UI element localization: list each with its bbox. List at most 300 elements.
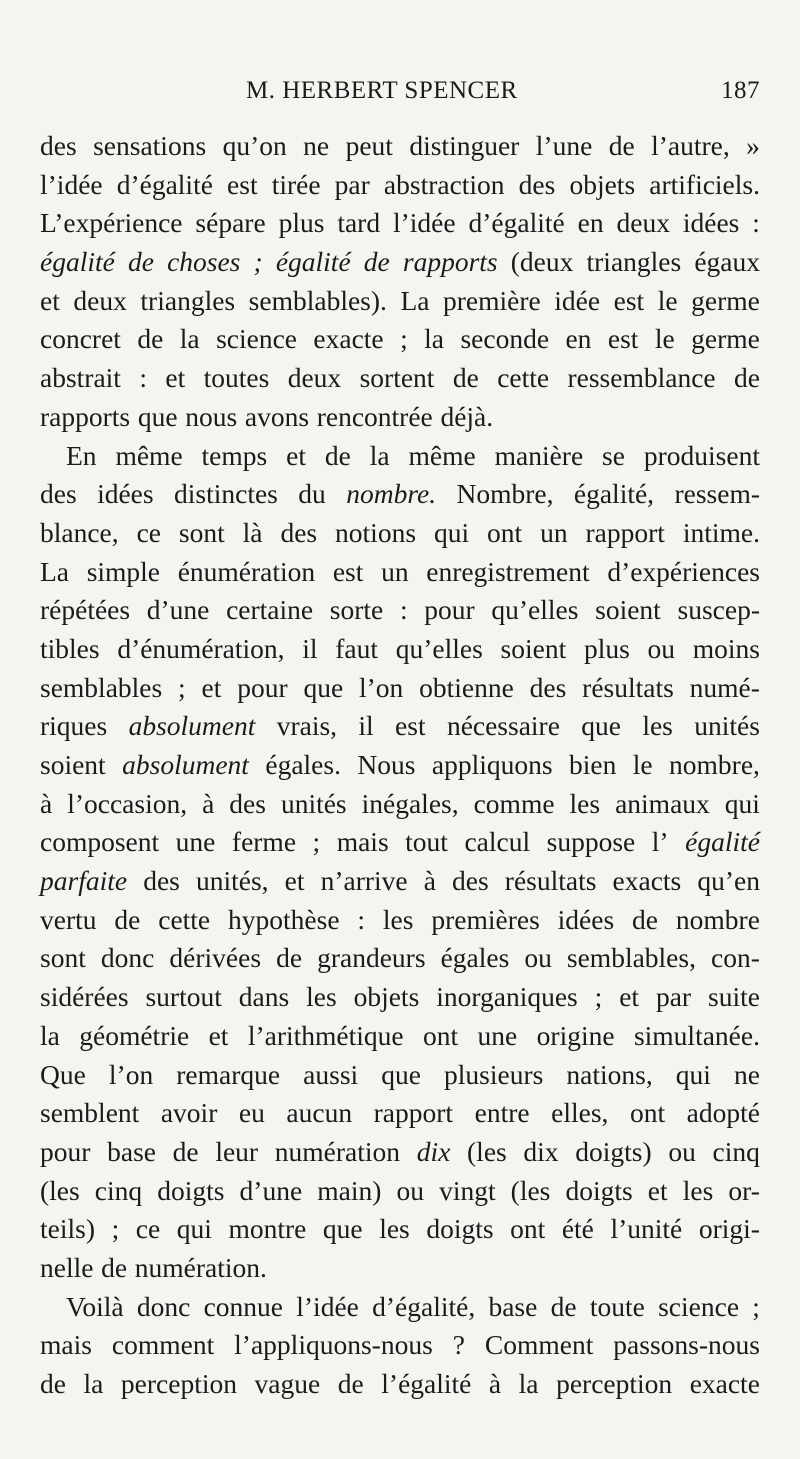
body-text [40,127,760,1404]
word: or- [728,1174,760,1206]
word: des [229,787,266,819]
word: répétées [40,594,131,626]
word: ne [303,130,330,161]
word: ont [510,1213,546,1245]
word: ferme [231,826,297,858]
word: toutes [203,362,270,394]
word: teils) [40,1213,95,1245]
text-line [40,166,760,205]
word: qui [433,516,470,548]
word: idées [97,478,154,510]
word: ce [135,1213,161,1245]
text-line [40,1210,760,1249]
word: pour [40,1135,91,1167]
word: l’arithmétique [247,1019,404,1051]
word: nelle [40,1251,94,1283]
word: inorganiques [436,981,578,1013]
word: unités [280,787,347,819]
word: intime. [682,516,760,548]
word: que [303,671,344,703]
word: de [608,130,635,161]
text-line [40,398,760,437]
word: bien [568,749,617,780]
word: simple [86,555,161,587]
word: vingt [439,1174,496,1206]
word: peut [345,130,393,161]
word: d’égalité [468,207,565,239]
text-line [40,553,760,592]
italic-word: dix [416,1135,451,1167]
word: unités, [195,865,269,897]
word: qu’on [222,130,287,161]
word: mais [40,1329,92,1361]
word: tibles [40,632,100,664]
word: un [381,555,409,587]
word: abstraction [383,168,505,200]
word: simultanée. [633,1019,760,1051]
word: et [619,981,640,1013]
text-line [40,591,760,630]
italic-word: de [127,246,154,278]
text-line [40,1094,760,1133]
word: que [581,710,621,742]
word: leur [215,1135,259,1167]
word: La [400,284,430,316]
word: l’ [651,826,669,858]
word: rapport [585,516,665,548]
word: égaux [694,246,760,278]
word: : [399,594,408,626]
word: idée [554,284,601,316]
word: con- [711,942,760,974]
word: idées [557,903,615,935]
word: ont [629,1097,666,1129]
italic-word: nombre. [346,478,437,510]
word: dérivées [169,942,262,974]
word: suscep- [677,594,760,626]
text-line [40,978,760,1017]
word: qu’en [697,865,760,897]
word: qui [675,1058,711,1090]
word: Nous [357,749,416,780]
word: les [642,710,673,742]
word: exacts [612,865,682,897]
word: en [577,207,604,239]
word: animaux [615,787,710,819]
word: passons-nous [613,1329,760,1361]
text-line [40,437,760,476]
text-line [40,1288,760,1327]
word: Comment [484,1329,594,1361]
word: le [654,323,675,355]
word: rencontrée [316,400,433,432]
word: unités [694,710,760,742]
word: (les [510,1174,551,1206]
word: base [107,1135,156,1167]
word: origine [536,1019,615,1051]
word: des [529,671,567,703]
word: : [139,362,147,394]
word: calcul [464,826,531,858]
word: des [143,865,180,897]
word: d’égalité, [372,1290,476,1322]
text-line [40,204,760,243]
page-number: 187 [721,77,760,104]
text-line [40,1365,760,1404]
text-line [40,669,760,708]
word: cette [497,362,550,394]
word: il [302,632,318,664]
word: de [114,903,141,935]
word: doigts [157,1174,225,1206]
word: rapports [40,400,131,432]
word: artificiels. [649,168,760,200]
word: énumération [177,555,316,587]
word: le [657,284,678,316]
word: les [306,981,337,1013]
word: main) [317,1174,382,1206]
word: l’on [108,1058,154,1090]
word: semblables). [248,284,387,316]
word: est [607,323,639,355]
word: ; [111,1213,120,1245]
italic-word: égalité [275,246,351,278]
word: l’unité [610,1213,683,1245]
word: riques [40,710,108,742]
word: de [101,1251,128,1283]
word: base [488,1290,538,1322]
italic-word: égalité [685,826,760,858]
word: science [216,323,297,355]
word: sortent [359,362,435,394]
word: nombre [675,903,760,935]
text-line [40,823,760,862]
word: Voilà [66,1290,124,1322]
word: doigts [565,1174,633,1206]
word: aucun [286,1097,353,1129]
word: des [40,478,77,510]
word: tard [337,207,381,239]
word: La [40,555,70,587]
text-line [40,785,760,824]
word: des [452,865,489,897]
word: sont [40,942,86,974]
word: tout [405,826,448,858]
word: est [332,555,364,587]
word: dix [523,1135,559,1167]
word: inégales, [361,787,459,819]
word: sont [178,516,225,548]
word: n’arrive [320,865,408,897]
word: entre [474,1097,530,1129]
word: moins [692,632,760,664]
italic-word: absolument [128,710,256,742]
word: temps [201,439,268,471]
word: mais [336,826,389,858]
word: des [40,130,77,161]
word: ; [178,671,186,703]
word: soient [595,594,661,626]
word: la [179,323,200,355]
word: ont [423,1019,459,1051]
italic-word: rapports [402,246,498,278]
word: distinguer [409,130,520,161]
word: vague [254,1368,321,1399]
word: En [66,439,97,471]
word: les [682,1174,714,1206]
word: et [40,284,60,316]
text-line [40,1172,760,1211]
word: distinctes [174,478,278,510]
word: science [658,1290,740,1322]
text-line [40,939,760,978]
word: cinq [712,1135,760,1167]
word: obtienne [419,671,514,703]
word: d’énumération, [117,632,285,664]
word: doigts [426,1213,494,1245]
word: : [357,903,366,935]
word: à [488,1368,502,1399]
word: connue [203,1290,283,1322]
word: soient [500,632,567,664]
word: l’autre, [651,130,730,161]
word: et [647,1174,668,1206]
word: comme [473,787,555,819]
word: soient [40,749,106,780]
word: Que [40,1058,86,1090]
word: ressemblance [567,362,716,394]
word: numération [274,1135,401,1167]
word: la [83,1368,104,1399]
word: l’appliquons-nous [234,1329,433,1361]
word: dans [238,981,290,1013]
word: même [115,439,183,471]
word: les [382,903,414,935]
word: rapport [373,1097,454,1129]
text-line [40,127,760,166]
word: de [632,903,659,935]
word: : [752,207,760,239]
word: objets [353,981,420,1013]
word: ; [752,1290,760,1322]
word: ; [594,981,603,1013]
word: sensations [93,130,207,161]
word: triangles [586,246,682,278]
word: plus [278,207,325,239]
word: que [137,400,178,432]
word: semblables [40,671,163,703]
word: de [137,323,164,355]
word: de [734,362,760,394]
word: l’occasion, [67,787,188,819]
text-line [40,707,760,746]
word: une [175,826,216,858]
word: vertu [40,903,97,935]
word: de [337,1368,364,1399]
word: tirée [271,168,321,200]
text-line [40,746,760,785]
word: une [477,1019,518,1051]
word: première [443,284,541,316]
word: abstrait [40,362,121,394]
word: cette [158,903,211,935]
word: le [632,749,653,780]
word: numé- [689,671,760,703]
italic-word: égalité [40,246,115,278]
word: donc [136,1290,191,1322]
word: pour [237,671,288,703]
word: pour [424,594,475,626]
word: ou [524,942,552,974]
word: la [424,323,445,355]
word: sépare [195,207,266,239]
word: avons [244,400,310,432]
word: de [276,942,303,974]
word: elles, [551,1097,609,1129]
word: plus [583,632,630,664]
word: déjà. [440,400,494,432]
word: qu’elles [491,594,579,626]
word: semblables, [566,942,696,974]
word: de [40,1368,66,1399]
word: l’idée [296,1290,359,1322]
word: origi- [698,1213,760,1245]
word: hypothèse [228,903,340,935]
word: ; [400,323,408,355]
text-line [40,514,760,553]
word: adopté [686,1097,760,1129]
word: qui [176,1213,212,1245]
word: du [298,478,326,510]
word: suppose [546,826,636,858]
word: seconde [460,323,550,355]
word: d’une [239,1174,303,1206]
word: la [369,439,390,471]
word: les [569,787,601,819]
word: certaine [226,594,314,626]
word: que [322,1213,363,1245]
word: ressem- [674,478,760,510]
word: suite [708,981,760,1013]
word: il [358,710,374,742]
word: et [208,1019,229,1051]
word: remarque [176,1058,281,1090]
word: la [518,1368,539,1399]
word: d’une [146,594,210,626]
word: montre [228,1213,307,1245]
word: germe [691,284,760,316]
text-line [40,475,760,514]
word: à [40,787,53,819]
word: de [324,439,351,471]
italic-word: ; [253,246,263,278]
word: l’idée [40,168,103,200]
word: faut [335,632,379,664]
word: (les [40,1174,80,1206]
word: triangles [140,284,236,316]
word: objets [569,168,636,200]
word: ? [452,1329,465,1361]
word: les [379,1213,410,1245]
word: de [172,1135,199,1167]
word: sidérées [40,981,129,1013]
text-line [40,1326,760,1365]
word: doigts) [575,1135,652,1167]
word: deux [287,362,342,394]
text-line [40,862,760,901]
word: avoir [160,1097,218,1129]
word: concret [40,323,121,355]
word: géométrie [79,1019,190,1051]
word: et [165,362,186,394]
word: ou [668,1135,696,1167]
italic-word: parfaite [40,865,128,897]
word: même [408,439,476,471]
word: idées [682,207,740,239]
word: produisent [643,439,760,471]
text-line [40,1249,760,1288]
word: plusieurs [444,1058,544,1090]
word: l’idée [392,207,456,239]
word: là [242,516,263,548]
word: donc [100,942,155,974]
word: aussi [303,1058,359,1090]
word: été [561,1213,594,1245]
text-line [40,1133,760,1172]
word: et [201,671,222,703]
text-line [40,1056,760,1095]
word: en [565,323,592,355]
word: résultats [504,865,597,897]
word: Nombre, [456,478,554,510]
word: ce [136,516,161,548]
word: deux [616,207,670,239]
word: notions [335,516,417,548]
word: résultats [582,671,674,703]
word: la [40,1019,60,1051]
word: (les [467,1135,507,1167]
word: et [286,439,306,471]
word: ; [312,826,321,858]
word: qu’elles [395,632,483,664]
text-line [40,320,760,359]
word: un [540,516,568,548]
word: premières [431,903,540,935]
word: perception [120,1368,237,1399]
word: des [280,516,318,548]
word: germe [691,323,760,355]
word: (deux [510,246,574,278]
text-line [40,630,760,669]
word: » [746,130,760,161]
word: de [452,362,479,394]
word: exacte [313,323,384,355]
running-head: M. HERBERT SPENCER [246,77,518,104]
word: est [395,710,426,742]
word: se [602,439,625,471]
word: manière [494,439,584,471]
word: d’égalité [116,168,213,200]
italic-word: choses [167,246,241,278]
word: par [655,981,692,1013]
word: enregistrement [426,555,590,587]
word: eu [238,1097,265,1129]
word: égales [440,942,510,974]
word: deux [73,284,127,316]
word: nombre, [669,749,760,780]
word: l’égalité [381,1368,472,1399]
word: est [613,284,645,316]
